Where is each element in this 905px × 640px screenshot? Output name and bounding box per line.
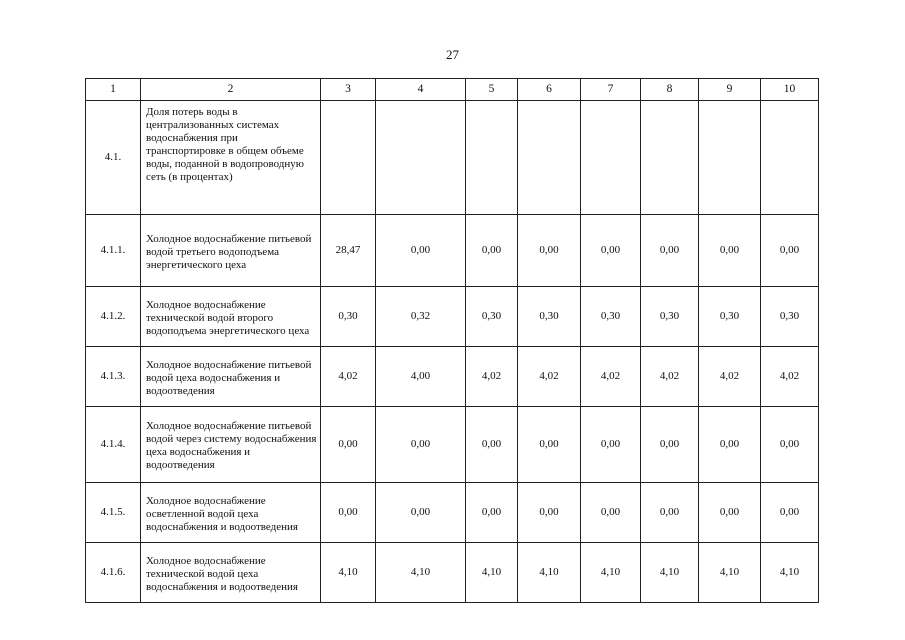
row-label: Холодное водоснабжение питьевой водой цеха водоснабжения и водоотведения (141, 347, 321, 407)
row-value (641, 101, 699, 215)
row-value: 4,10 (699, 543, 761, 603)
row-value: 4,02 (321, 347, 376, 407)
table-row (86, 347, 819, 407)
row-value: 0,00 (641, 483, 699, 543)
row-value: 0,00 (376, 215, 466, 287)
row-value: 4,02 (518, 347, 581, 407)
row-value: 0,00 (466, 483, 518, 543)
row-value: 4,02 (581, 347, 641, 407)
row-value: 0,00 (518, 215, 581, 287)
row-value: 0,32 (376, 287, 466, 347)
row-value: 4,10 (376, 543, 466, 603)
row-value (761, 101, 819, 215)
row-value: 28,47 (321, 215, 376, 287)
column-number-header: 2 (141, 79, 321, 101)
row-value: 0,00 (641, 215, 699, 287)
row-value: 0,00 (699, 407, 761, 483)
row-value: 0,00 (518, 407, 581, 483)
row-code: 4.1.1. (86, 215, 141, 287)
row-value: 0,30 (321, 287, 376, 347)
row-value: 4,10 (466, 543, 518, 603)
row-code: 4.1.3. (86, 347, 141, 407)
row-value: 0,00 (321, 407, 376, 483)
row-value: 0,00 (761, 215, 819, 287)
row-value: 4,10 (321, 543, 376, 603)
row-label: Холодное водоснабжение питьевой водой третьего водоподъема энергетического цеха (141, 215, 321, 287)
page-number: 27 (446, 47, 459, 62)
row-value (466, 101, 518, 215)
row-value: 0,00 (581, 483, 641, 543)
row-label: Холодное водоснабжение технической водой второго водоподъема энергетического цеха (141, 287, 321, 347)
table-row (86, 101, 819, 215)
row-value: 0,00 (761, 407, 819, 483)
row-value: 0,00 (321, 483, 376, 543)
table-row (86, 287, 819, 347)
row-label: Доля потерь воды в централизованных системах водоснабжения при транспортировке в общем объеме воды, поданной в водопроводную сеть (в процентах) (141, 101, 321, 215)
column-number-header: 10 (761, 79, 819, 101)
row-value: 4,02 (641, 347, 699, 407)
row-value: 4,10 (581, 543, 641, 603)
table-row (86, 483, 819, 543)
row-value: 0,30 (699, 287, 761, 347)
data-table (85, 78, 819, 603)
row-value: 4,10 (518, 543, 581, 603)
row-value: 0,00 (376, 483, 466, 543)
row-value: 0,00 (699, 215, 761, 287)
row-value: 4,10 (761, 543, 819, 603)
row-value: 4,02 (761, 347, 819, 407)
row-value (699, 101, 761, 215)
row-value: 0,00 (699, 483, 761, 543)
row-value: 0,00 (466, 407, 518, 483)
row-value: 0,00 (641, 407, 699, 483)
row-value: 0,30 (761, 287, 819, 347)
row-code: 4.1.2. (86, 287, 141, 347)
row-value: 0,00 (581, 215, 641, 287)
row-value (518, 101, 581, 215)
table-row (86, 215, 819, 287)
row-value: 0,00 (518, 483, 581, 543)
row-label: Холодное водоснабжение технической водой цеха водоснабжения и водоотведения (141, 543, 321, 603)
row-value: 0,30 (581, 287, 641, 347)
row-label: Холодное водоснабжение питьевой водой через систему водоснабжения цеха водоснабжения и водоотведения (141, 407, 321, 483)
column-number-header: 3 (321, 79, 376, 101)
row-value: 4,10 (641, 543, 699, 603)
row-label: Холодное водоснабжение осветленной водой цеха водоснабжения и водоотведения (141, 483, 321, 543)
column-number-header: 9 (699, 79, 761, 101)
table-row (86, 543, 819, 603)
row-code: 4.1.5. (86, 483, 141, 543)
column-number-header: 1 (86, 79, 141, 101)
row-code: 4.1.6. (86, 543, 141, 603)
column-number-header: 5 (466, 79, 518, 101)
row-value: 0,00 (581, 407, 641, 483)
row-value (321, 101, 376, 215)
row-code: 4.1. (86, 101, 141, 215)
column-number-header: 6 (518, 79, 581, 101)
column-number-header: 8 (641, 79, 699, 101)
row-value: 4,00 (376, 347, 466, 407)
row-value: 0,00 (761, 483, 819, 543)
table-row (86, 407, 819, 483)
row-value: 0,30 (518, 287, 581, 347)
row-value: 0,30 (466, 287, 518, 347)
row-value (581, 101, 641, 215)
row-value: 4,02 (466, 347, 518, 407)
row-value: 0,00 (466, 215, 518, 287)
column-number-header: 7 (581, 79, 641, 101)
table-header-row (86, 79, 819, 101)
column-number-header: 4 (376, 79, 466, 101)
row-value: 0,30 (641, 287, 699, 347)
row-value: 0,00 (376, 407, 466, 483)
row-code: 4.1.4. (86, 407, 141, 483)
row-value: 4,02 (699, 347, 761, 407)
row-value (376, 101, 466, 215)
